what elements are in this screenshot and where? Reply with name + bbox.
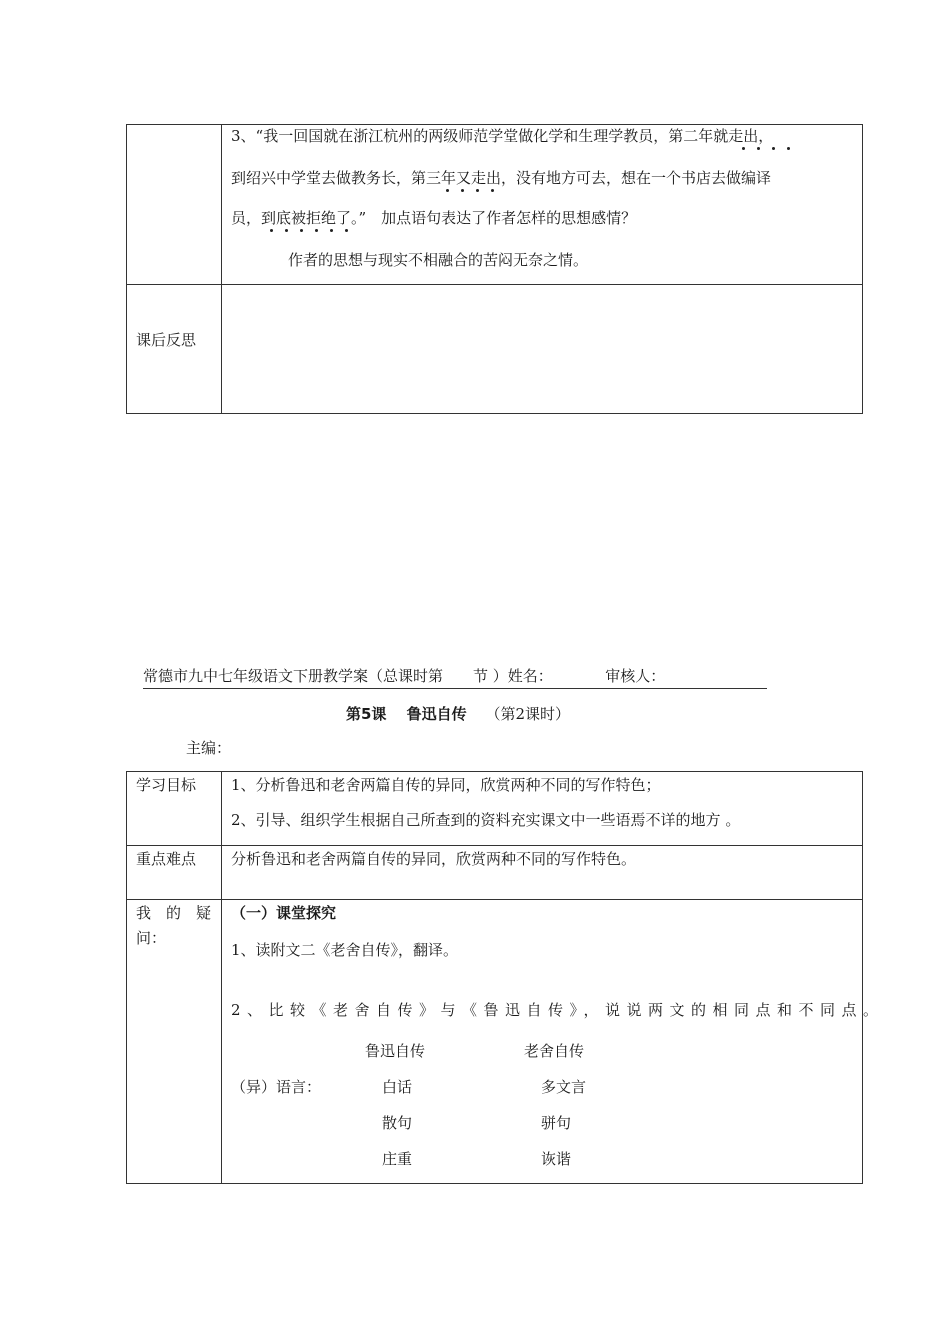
emphasis-dot	[757, 147, 760, 150]
emphasis-dot	[330, 229, 333, 232]
compare-b-1: 多文言	[541, 1078, 587, 1096]
lesson-title: 第5课 鲁迅自传 （第2课时）	[346, 705, 570, 723]
question-label-line2: 问：	[136, 929, 167, 947]
inquiry-item-2: 2、比较《老舍自传》与《鲁迅自传》，说说两文的相同点和不同点。	[231, 1001, 885, 1019]
emphasis-dot	[476, 189, 479, 192]
inquiry-item-1: 1、读附文二《老舍自传》，翻译。	[231, 941, 459, 959]
question3-line3: 员，到底被拒绝了。” 加点语句表达了作者怎样的思想感情？	[231, 209, 637, 227]
emphasis-dot	[315, 229, 318, 232]
key-text: 分析鲁迅和老舍两篇自传的异同，欣赏两种不同的写作特色。	[231, 850, 637, 868]
emphasis-dot	[461, 189, 464, 192]
compare-a-3: 庄重	[382, 1150, 413, 1168]
school-header-line: 常德市九中七年级语文下册教学案（总课时第 节 ）姓名： 审核人：	[143, 666, 767, 689]
question-label-line1: 我 的 疑	[136, 904, 212, 922]
compare-a-2: 散句	[382, 1114, 413, 1132]
bottom-table	[126, 771, 863, 1184]
compare-b-2: 骈句	[541, 1114, 572, 1132]
goal-item-1: 1、分析鲁迅和老舍两篇自传的异同，欣赏两种不同的写作特色；	[231, 776, 661, 794]
goals-label: 学习目标	[136, 776, 197, 794]
emphasis-dot	[270, 229, 273, 232]
question3-line1: 3、“我一回国就在浙江杭州的两级师范学堂做化学和生理学教员，第二年就走出，	[231, 127, 774, 145]
emphasis-dot	[300, 229, 303, 232]
question3-line2: 到绍兴中学堂去做教务长，第三年又走出，没有地方可去，想在一个书店去做编译	[231, 169, 772, 187]
compare-b-3: 诙谐	[541, 1150, 572, 1168]
emphasis-dot	[742, 147, 745, 150]
emphasis-dot	[446, 189, 449, 192]
key-label: 重点难点	[136, 850, 197, 868]
emphasis-dot	[285, 229, 288, 232]
goal-item-2: 2、引导、组织学生根据自己所查到的资料充实课文中一些语焉不详的地方 。	[231, 811, 741, 829]
emphasis-dot	[787, 147, 790, 150]
emphasis-dot	[491, 189, 494, 192]
section-title: （一）课堂探究	[231, 904, 337, 922]
compare-a-1: 白话	[382, 1078, 413, 1096]
compare-col-lu-xun: 鲁迅自传	[365, 1042, 426, 1060]
emphasis-dot	[345, 229, 348, 232]
compare-col-lao-she: 老舍自传	[524, 1042, 585, 1060]
reflection-content-cell	[222, 285, 863, 414]
top-left-cell	[127, 125, 222, 285]
editor-label: 主编：	[186, 739, 232, 757]
reflection-label: 课后反思	[136, 331, 197, 349]
compare-row-label: （异）语言：	[231, 1078, 322, 1096]
emphasis-dot	[772, 147, 775, 150]
question3-answer: 作者的思想与现实不相融合的苦闷无奈之情。	[288, 251, 589, 269]
